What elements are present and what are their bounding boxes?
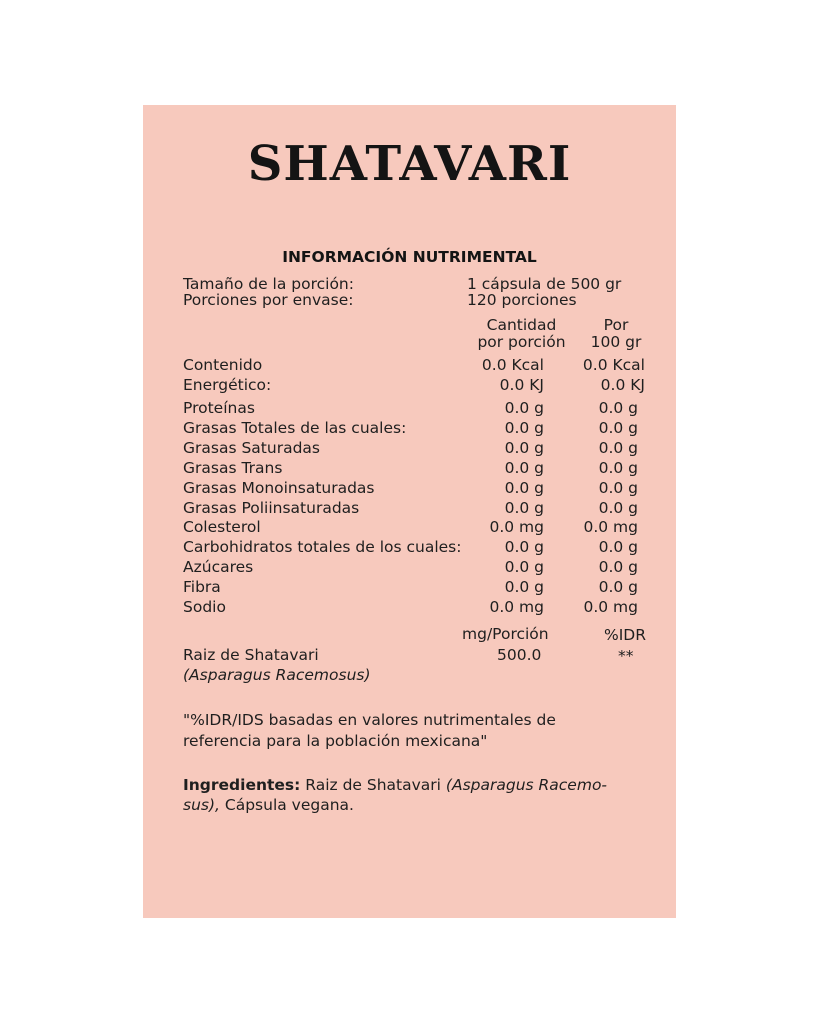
nutrient-label: Fibra <box>183 578 221 596</box>
nutrient-serving: 0.0 g <box>504 499 544 517</box>
nutrient-serving: 0.0 g <box>504 419 544 437</box>
nutrient-label: Proteínas <box>183 399 255 417</box>
nutrient-per100: 0.0 g <box>598 578 638 596</box>
nutrient-per100: 0.0 KJ <box>600 376 645 394</box>
ingredients-text1: Raiz de Shatavari <box>305 776 441 794</box>
col-per-100-line1: Por <box>603 316 629 334</box>
nutrient-per100: 0.0 g <box>598 419 638 437</box>
nutrient-serving: 0.0 g <box>504 399 544 417</box>
nutrient-serving: 0.0 g <box>504 479 544 497</box>
ingredients-line1 <box>183 778 607 794</box>
nutrient-label: Grasas Trans <box>183 459 283 477</box>
ingredients-text2: Cápsula vegana. <box>224 796 354 814</box>
ingredients-latin1: (Asparagus Racemo- <box>445 776 608 794</box>
nutrient-per100: 0.0 g <box>598 479 638 497</box>
nutrient-label: Contenido <box>183 356 263 374</box>
nutrient-serving: 0.0 g <box>504 459 544 477</box>
ingredients-latin2: sus), <box>183 796 220 814</box>
servings-per-pack-value: 120 porciones <box>467 291 577 309</box>
serving-size-label: Tamaño de la porción: <box>183 275 354 293</box>
nutrient-per100: 0.0 Kcal <box>582 356 645 374</box>
nutrient-serving: 0.0 mg <box>489 598 544 616</box>
active-ingredient-name: Raiz de Shatavari <box>183 646 319 664</box>
nutrient-serving: 0.0 mg <box>489 518 544 536</box>
idr-note-line1: "%IDR/IDS basadas en valores nutrimentales de <box>183 711 556 729</box>
nutrient-per100: 0.0 g <box>598 459 638 477</box>
nutrient-per100: 0.0 g <box>598 439 638 457</box>
nutrient-label: Carbohidratos totales de los cuales: <box>183 538 462 556</box>
nutrient-per100: 0.0 g <box>598 558 638 576</box>
active-ingredient-mg: 500.0 <box>497 646 542 664</box>
nutrient-label: Grasas Monoinsaturadas <box>183 479 375 497</box>
nutrient-per100: 0.0 mg <box>583 598 638 616</box>
col-mg-per-serving: mg/Porción <box>462 625 549 643</box>
serving-size-value: 1 cápsula de 500 gr <box>467 275 622 293</box>
nutrient-label: Grasas Poliinsaturadas <box>183 499 360 517</box>
nutrient-per100: 0.0 g <box>598 399 638 417</box>
nutrient-serving: 0.0 Kcal <box>481 356 544 374</box>
nutrient-per100: 0.0 g <box>598 499 638 517</box>
ingredients-line2 <box>183 798 354 814</box>
nutrient-serving: 0.0 g <box>504 558 544 576</box>
servings-per-pack-label: Porciones por envase: <box>183 291 354 309</box>
nutrient-per100: 0.0 mg <box>583 518 638 536</box>
nutrient-label: Azúcares <box>183 558 254 576</box>
nutrient-serving: 0.0 g <box>504 439 544 457</box>
nutrient-label: Grasas Totales de las cuales: <box>183 419 407 437</box>
nutrition-heading: INFORMACIÓN NUTRIMENTAL <box>282 248 537 266</box>
nutrient-label: Sodio <box>183 598 226 616</box>
active-ingredient-idr: ** <box>618 647 634 665</box>
idr-note-line2: referencia para la población mexicana" <box>183 732 488 750</box>
col-per-serving-line2: por porción <box>477 333 566 351</box>
nutrient-label: Grasas Saturadas <box>183 439 320 457</box>
nutrient-per100: 0.0 g <box>598 538 638 556</box>
nutrient-serving: 0.0 g <box>504 538 544 556</box>
nutrient-label: Energético: <box>183 376 272 394</box>
nutrient-serving: 0.0 KJ <box>499 376 544 394</box>
col-per-100-line2: 100 gr <box>590 333 642 351</box>
col-per-serving-line1: Cantidad <box>486 316 557 334</box>
ingredients-label: Ingredientes: <box>183 776 301 794</box>
nutrient-serving: 0.0 g <box>504 578 544 596</box>
col-idr: %IDR <box>604 626 647 644</box>
nutrient-label: Colesterol <box>183 518 261 536</box>
active-ingredient-latin: (Asparagus Racemosus) <box>183 666 371 684</box>
product-title: SHATAVARI <box>247 136 572 192</box>
